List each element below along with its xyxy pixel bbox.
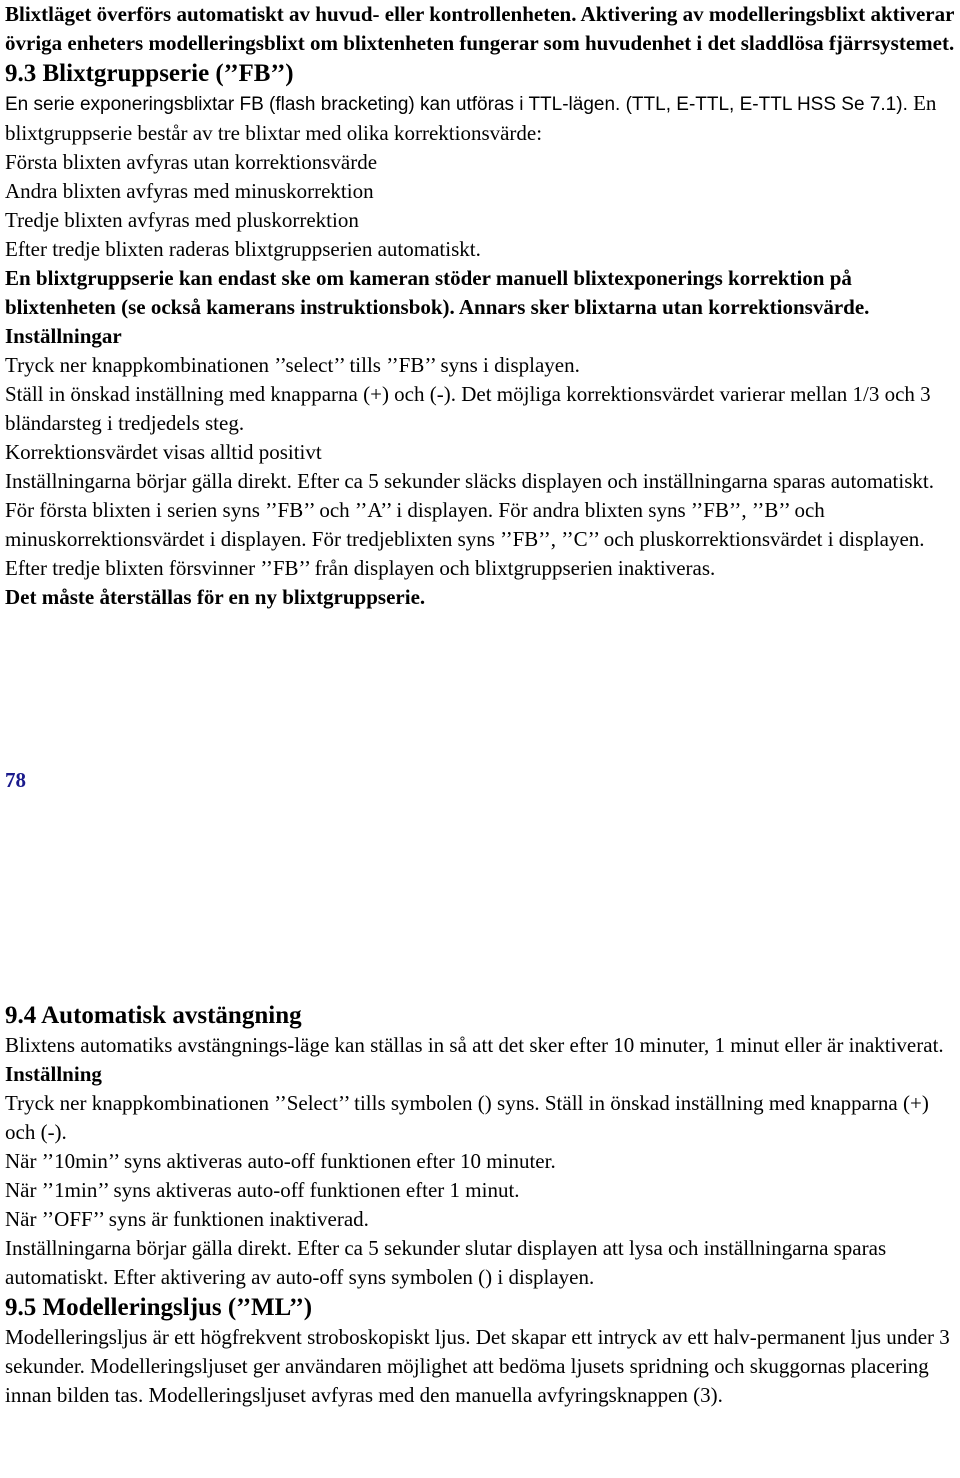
section-9-4-block (5, 1000, 955, 1410)
settings-line: För första blixten i serien syns ’’FB’’ och ’’A’’ i displayen. För andra blixten syns ’’FB’’, ’’B’’ och minuskorrektionsvärdet i displayen. För tredjeblixten syns ’’FB’’, ’’C’’ och pluskorrektionsvärdet i displayen. Efter tredje blixten försvinner ’’FB’’ från displayen och blixtgruppserien inaktiveras. (5, 498, 925, 580)
settings-line: När ’’10min’’ syns aktiveras auto-off funktionen efter 10 minuter. (5, 1149, 556, 1173)
settings-line: Tryck ner knappkombinationen ’’Select’’ tills symbolen () syns. Ställ in önskad inställning med knapparna (+) och (-). (5, 1091, 929, 1144)
list-item: Tredje blixten avfyras med pluskorrektion (5, 208, 359, 232)
page-number: 78 (5, 768, 26, 792)
list-item: Första blixten avfyras utan korrektionsvärde (5, 150, 378, 174)
section-9-4-heading: 9.4 Automatisk avstängning (5, 1002, 302, 1029)
section-9-3-heading: 9.3 Blixtgruppserie (’’FB’’) (5, 60, 294, 87)
settings-line: Inställningarna börjar gälla direkt. Efter ca 5 sekunder slutar displayen att lysa och inställningarna sparas automatiskt. Efter aktivering av auto-off syns symbolen () i displayen. (5, 1236, 887, 1289)
section-9-4-body: Blixtens automatiks avstängnings-läge kan ställas in så att det sker efter 10 minuter, 1 minut eller är inaktiverat. (5, 1033, 944, 1057)
settings-line: Korrektionsvärdet visas alltid positivt (5, 440, 322, 464)
section-9-3-intro: En serie exponeringsblixtar FB (flash bracketing) kan utföras i TTL-lägen. (TTL, E-TTL, E-TTL HSS Se 7.1). En blixtgruppserie består av tre blixtar med olika korrektionsvärde: (5, 91, 937, 145)
settings-heading: Inställning (5, 1062, 102, 1086)
section-9-5-heading: 9.5 Modelleringsljus (’’ML’’) (5, 1294, 313, 1321)
settings-line: När ’’OFF’’ syns är funktionen inaktiverad. (5, 1207, 369, 1231)
section-9-5-body: Modelleringsljus är ett högfrekvent stroboskopiskt ljus. Det skapar ett intryck av ett halv-permanent ljus under 3 sekunder. Modelleringsljuset ger användaren möjlighet att bedöma ljusets spridning och skuggornas placering innan bilden tas. Modelleringsljuset avfyras med den manuella avfyringsknappen (3). (5, 1325, 950, 1407)
section-9-3-block (5, 0, 955, 612)
settings-line: När ’’1min’’ syns aktiveras auto-off funktionen efter 1 minut. (5, 1178, 520, 1202)
settings-heading: Inställningar (5, 324, 122, 348)
section-9-3-note: En blixtgruppserie kan endast ske om kameran stöder manuell blixtexponerings korrektion på blixtenheten (se också kamerans instruktionsbok). Annars sker blixtarna utan korrektionsvärde. (5, 266, 870, 319)
settings-line: Inställningarna börjar gälla direkt. Efter ca 5 sekunder släcks displayen och inställningarna sparas automatiskt. (5, 469, 934, 493)
reset-note: Det måste återställas för en ny blixtgruppserie. (5, 585, 426, 609)
list-item: Efter tredje blixten raderas blixtgruppserien automatiskt. (5, 237, 481, 261)
settings-line: Ställ in önskad inställning med knapparna (+) och (-). Det möjliga korrektionsvärdet varierar mellan 1/3 och 3 bländarsteg i tredjedels steg. (5, 382, 931, 435)
list-item: Andra blixten avfyras med minuskorrektion (5, 179, 374, 203)
settings-line: Tryck ner knappkombinationen ’’select’’ tills ’’FB’’ syns i displayen. (5, 353, 580, 377)
intro-paragraph: Blixtläget överförs automatiskt av huvud- eller kontrollenheten. Aktivering av modelleringsblixt aktiverar övriga enheters modelleringsblixt om blixtenheten fungerar som huvudenhet i det sladdlösa fjärrsystemet. (5, 2, 955, 55)
